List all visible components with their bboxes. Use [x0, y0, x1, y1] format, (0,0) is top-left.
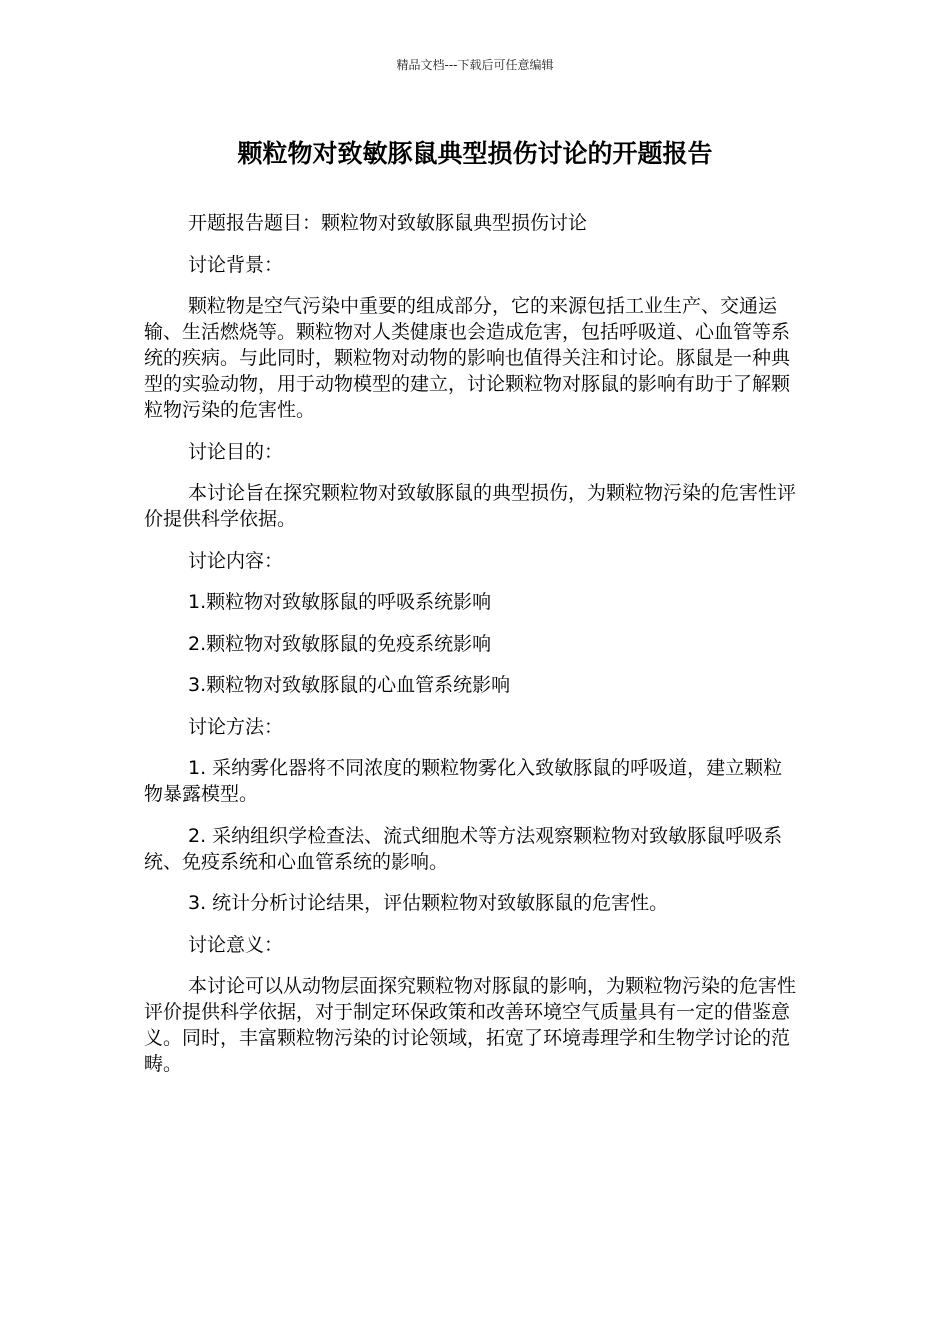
section-heading-content: 讨论内容： [188, 549, 284, 572]
content-item: 2.颗粒物对致敏豚鼠的免疫系统影响 [188, 632, 492, 655]
page-header-note: 精品文档---下载后可任意编辑 [396, 58, 554, 72]
background-paragraph: 颗粒物是空气污染中重要的组成部分，它的来源包括工业生产、交通运输、生活燃烧等。颗粒物对人类健康也会造成危害，包括呼吸道、心血管等系统的疾病。与此同时，颗粒物对动物的影响也值得关注和讨论。豚鼠是一种典型的实验动物，用于动物模型的建立，讨论颗粒物对豚鼠的影响有助于了解颗粒物污染的危害性。 [144, 295, 791, 421]
content-item: 1.颗粒物对致敏豚鼠的呼吸系统影响 [188, 591, 492, 613]
method-item: 3. 统计分析讨论结果，评估颗粒物对致敏豚鼠的危害性。 [188, 892, 669, 914]
method-item: 2. 采纳组织学检查法、流式细胞术等方法观察颗粒物对致敏豚鼠呼吸系统、免疫系统和心血管系统的影响。 [144, 824, 783, 873]
section-heading-purpose: 讨论目的： [188, 440, 284, 463]
section-heading-significance: 讨论意义： [188, 933, 284, 956]
document-body [144, 210, 798, 1093]
section-heading-methods: 讨论方法： [188, 715, 284, 738]
purpose-paragraph: 本讨论旨在探究颗粒物对致敏豚鼠的典型损伤，为颗粒物污染的危害性评价提供科学依据。 [144, 482, 797, 530]
significance-paragraph: 本讨论可以从动物层面探究颗粒物对豚鼠的影响，为颗粒物污染的危害性评价提供科学依据，对于制定环保政策和改善环境空气质量具有一定的借鉴意义。同时，丰富颗粒物污染的讨论领域，拓宽了环境毒理学和生物学讨论的范畴。 [144, 975, 797, 1075]
report-topic: 开题报告题目：颗粒物对致敏豚鼠典型损伤讨论 [188, 212, 588, 234]
document-title: 颗粒物对致敏豚鼠典型损伤讨论的开题报告 [237, 139, 713, 168]
method-item: 1. 采纳雾化器将不同浓度的颗粒物雾化入致敏豚鼠的呼吸道，建立颗粒物暴露模型。 [144, 757, 783, 805]
section-heading-background: 讨论背景： [188, 253, 284, 276]
content-item: 3.颗粒物对致敏豚鼠的心血管系统影响 [188, 674, 511, 696]
